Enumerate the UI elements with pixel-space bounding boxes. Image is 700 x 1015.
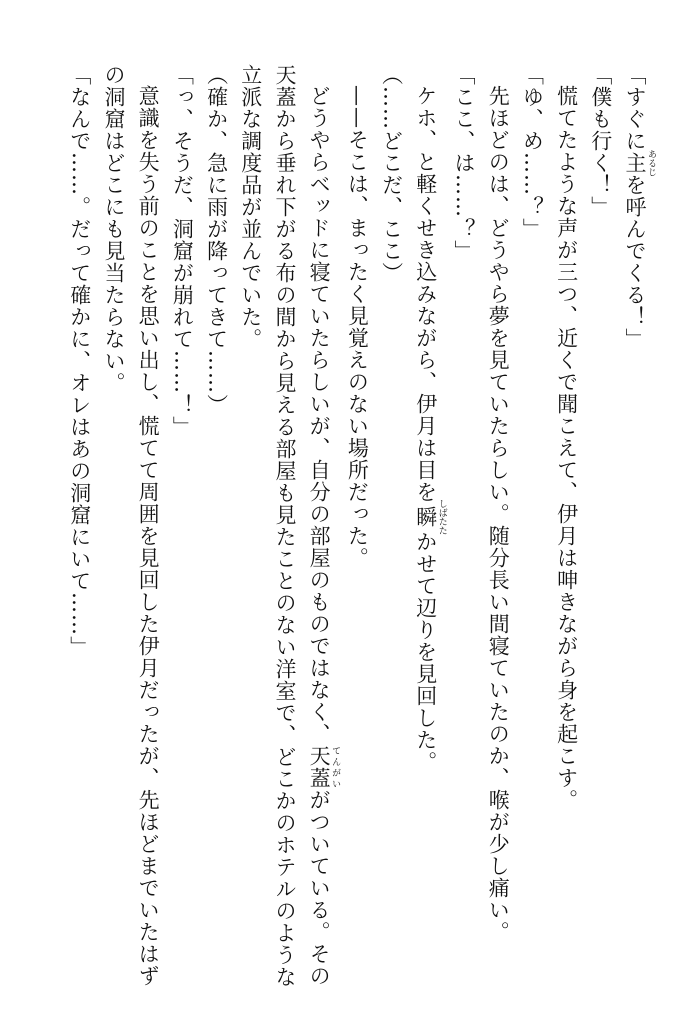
text-line: 「なんで……。だって確かに、オレはあの洞窟にいて……」 bbox=[67, 64, 92, 658]
ruby-annotation: 主 あるじ bbox=[623, 149, 656, 177]
text-line: 「僕も行く！」 bbox=[588, 64, 613, 218]
text-line: 「っ、そうだ、洞窟が崩れて……！」 bbox=[170, 64, 195, 438]
text-line: （……どこだ、ここ） bbox=[379, 64, 404, 284]
text-line: （確か、急に雨が降ってきて……） bbox=[204, 64, 229, 416]
text-line: 「ゆ、め……？」 bbox=[520, 64, 545, 240]
text-line: 意識を失う前のことを思い出し、慌てて周囲を見回した伊月だったが、先ほどまでいたはず bbox=[136, 85, 161, 987]
text-line: どうやらベッドに寝ていたらしいが、自分の部屋のものではなく、天蓋 てんがいがついている。その bbox=[307, 85, 341, 987]
ruby-annotation: 天蓋 てんがい bbox=[307, 745, 341, 789]
text-line: 立派な調度品が並んでいた。 bbox=[238, 64, 263, 350]
vertical-text-body bbox=[63, 64, 656, 988]
text-line: 先ほどのは、どうやら夢を見ていたらしい。随分長い間寝ていたのか、喉が少し痛い。 bbox=[486, 85, 511, 943]
text-line: の洞窟はどこにも見当たらない。 bbox=[101, 64, 126, 394]
text-line: 「すぐに主 あるじを呼んでくる！」 bbox=[623, 64, 656, 350]
text-line: 「ここ、は……？」 bbox=[451, 64, 476, 262]
text-line: ケホ、と軽くせき込みながら、伊月は目を瞬 しばたたかせて辺りを見回した。 bbox=[413, 85, 447, 773]
text-line: 天蓋から垂れ下がる布の間から見える部屋も見たことのない洋室で、どこかのホテルのような bbox=[272, 64, 297, 988]
ruby-annotation: 瞬 しばたた bbox=[413, 499, 447, 535]
text-line: ——そこは、まったく見覚えのない場所だった。 bbox=[345, 85, 370, 569]
text-line: 慌てたような声が三つ、近くで聞こえて、伊月は呻きながら身を起こす。 bbox=[554, 85, 579, 811]
